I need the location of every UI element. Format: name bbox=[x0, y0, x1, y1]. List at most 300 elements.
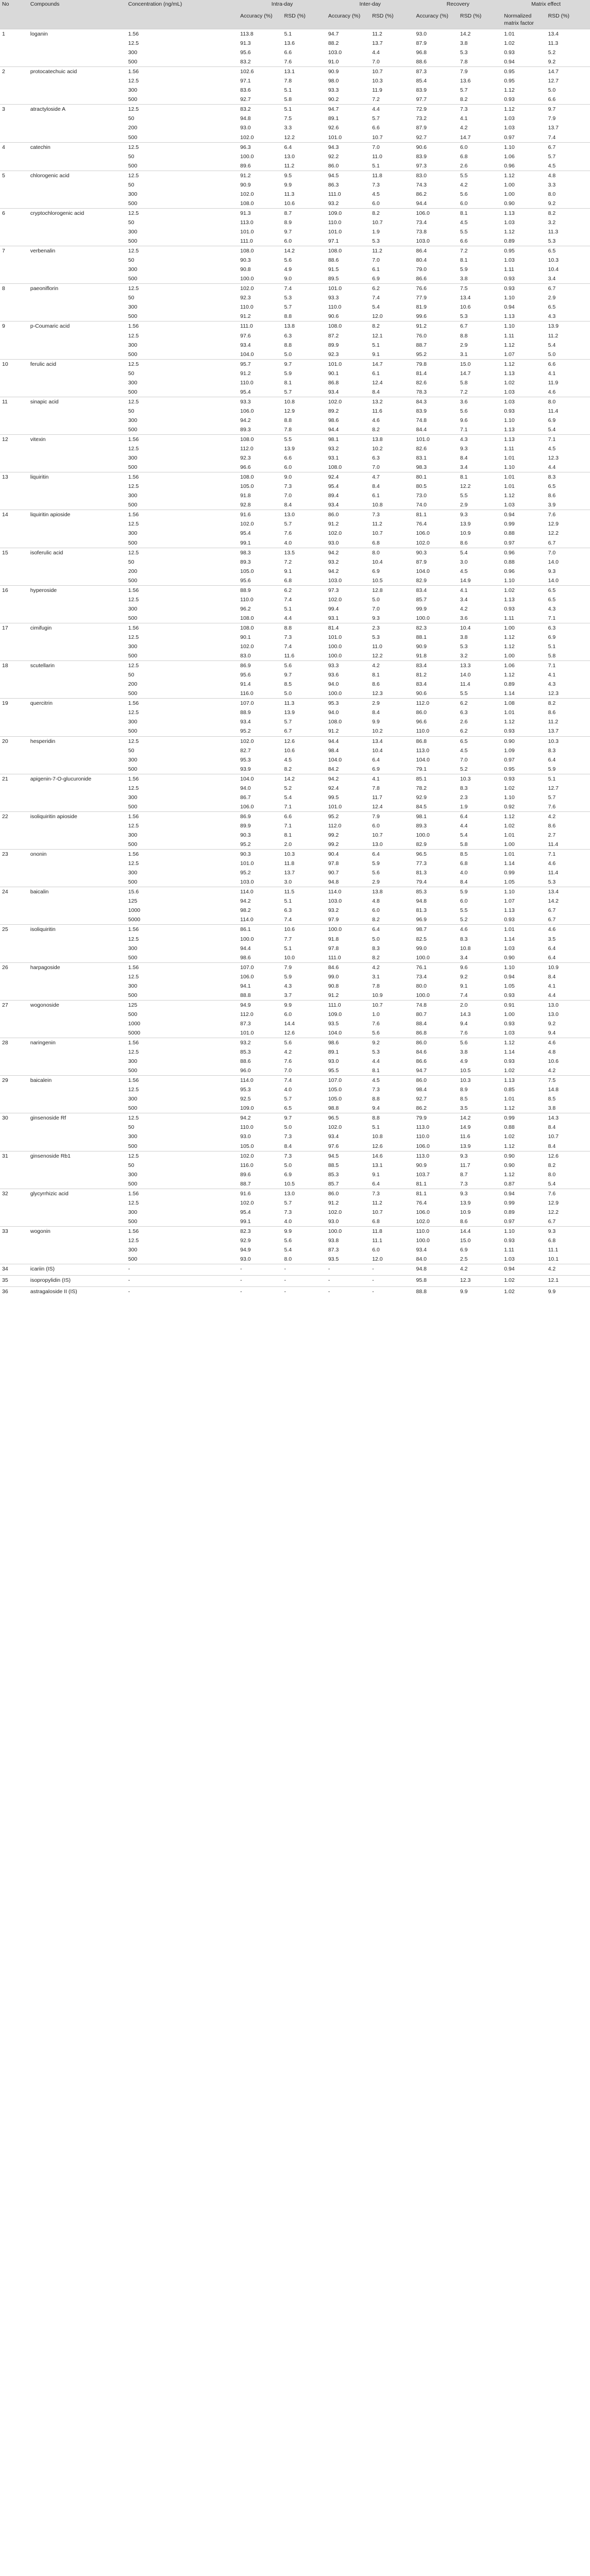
recovery-accuracy-cell: 76.0 bbox=[416, 332, 427, 339]
inter-rsd-cell: 9.4 bbox=[372, 1105, 380, 1112]
inter-rsd-cell: 9.1 bbox=[372, 1171, 380, 1178]
inter-rsd-cell: 13.7 bbox=[372, 40, 383, 47]
inter-accuracy-cell: 97.9 bbox=[328, 917, 339, 923]
inter-accuracy-cell: 99.5 bbox=[328, 794, 339, 801]
recovery-rsd-cell: 8.3 bbox=[460, 785, 468, 791]
intra-accuracy-cell: 112.0 bbox=[240, 1011, 254, 1018]
matrix-factor-cell: 0.94 bbox=[504, 59, 515, 65]
intra-rsd-cell: 10.3 bbox=[282, 850, 326, 859]
inter-rsd-cell: 6.2 bbox=[370, 284, 414, 294]
intra-rsd-cell: 4.5 bbox=[284, 756, 292, 763]
concentration-cell: 300 bbox=[128, 304, 138, 311]
recovery-accuracy-cell: 97.3 bbox=[416, 162, 427, 169]
matrix-rsd-cell: 6.8 bbox=[548, 1238, 556, 1244]
recovery-accuracy-cell: 80.7 bbox=[416, 1011, 427, 1018]
recovery-rsd-cell: 13.4 bbox=[460, 295, 471, 301]
intra-accuracy-cell: 106.0 bbox=[240, 803, 254, 810]
intra-accuracy-cell: 102.0 bbox=[240, 191, 254, 197]
inter-rsd-cell: 13.8 bbox=[370, 887, 414, 897]
compound-name: sinapic acid bbox=[28, 397, 126, 434]
intra-accuracy-cell: 93.3 bbox=[238, 397, 282, 406]
recovery-rsd-cell: 7.1 bbox=[460, 426, 468, 433]
intra-rsd-cell: 11.8 bbox=[284, 860, 295, 867]
inter-rsd-cell: 6.8 bbox=[372, 1218, 380, 1225]
intra-accuracy-cell: 113.8 bbox=[238, 29, 282, 39]
matrix-factor-cell: 1.00 bbox=[504, 1011, 515, 1018]
inter-accuracy-cell: 99.4 bbox=[328, 605, 339, 612]
compound-number: 31 bbox=[0, 1151, 28, 1189]
recovery-rsd-cell: 2.5 bbox=[460, 1256, 468, 1263]
inter-accuracy-cell: 94.4 bbox=[328, 426, 339, 433]
recovery-accuracy-cell: 102.0 bbox=[416, 1218, 430, 1225]
inter-rsd-cell: - bbox=[370, 1276, 414, 1287]
matrix-factor-cell: 1.03 bbox=[504, 115, 515, 122]
inter-rsd-cell: 10.4 bbox=[372, 558, 383, 565]
intra-rsd-cell: 9.9 bbox=[282, 1000, 326, 1010]
inter-rsd-cell: - bbox=[370, 1264, 414, 1276]
intra-rsd-cell: 9.7 bbox=[284, 228, 292, 235]
concentration-cell: 500 bbox=[128, 388, 138, 395]
intra-accuracy-cell: 96.3 bbox=[238, 142, 282, 152]
compound-name: liquiritin apioside bbox=[28, 510, 126, 548]
recovery-rsd-cell: 9.3 bbox=[460, 446, 468, 452]
intra-accuracy-cell: 83.2 bbox=[238, 105, 282, 114]
intra-accuracy-cell: 93.4 bbox=[240, 719, 251, 725]
intra-rsd-cell: 7.5 bbox=[284, 115, 292, 122]
matrix-rsd-cell: 6.5 bbox=[548, 596, 556, 603]
matrix-factor-cell: 1.12 bbox=[504, 228, 515, 235]
intra-accuracy-cell: 91.6 bbox=[238, 510, 282, 520]
intra-accuracy-cell: 92.3 bbox=[240, 455, 251, 462]
intra-rsd-cell: 5.3 bbox=[284, 295, 292, 301]
concentration-cell: 300 bbox=[128, 719, 138, 725]
intra-accuracy-cell: 94.9 bbox=[238, 1000, 282, 1010]
inter-rsd-cell: 14.7 bbox=[370, 359, 414, 369]
intra-accuracy-cell: 90.1 bbox=[240, 634, 251, 640]
inter-accuracy-cell: 102.0 bbox=[328, 530, 342, 537]
recovery-accuracy-cell: 106.0 bbox=[416, 1143, 430, 1149]
concentration-cell: 500 bbox=[128, 766, 138, 772]
intra-accuracy-cell: 93.9 bbox=[240, 766, 251, 772]
compound-name: isoferulic acid bbox=[28, 548, 126, 585]
recovery-rsd-cell: 4.2 bbox=[460, 125, 468, 131]
recovery-accuracy-cell: 83.9 bbox=[416, 87, 427, 94]
compound-number: 23 bbox=[0, 850, 28, 887]
inter-rsd-cell: 11.7 bbox=[372, 794, 382, 801]
inter-rsd-cell: 7.3 bbox=[372, 181, 380, 188]
matrix-rsd-cell: 11.3 bbox=[548, 228, 559, 235]
concentration-cell: 300 bbox=[128, 49, 138, 56]
matrix-factor-cell: 1.05 bbox=[504, 879, 515, 886]
matrix-factor-cell: 0.97 bbox=[504, 134, 515, 141]
compound-name: harpagoside bbox=[28, 962, 126, 1000]
matrix-rsd-cell: 9.2 bbox=[548, 1020, 556, 1027]
matrix-rsd-cell: 8.6 bbox=[548, 709, 556, 716]
recovery-accuracy-cell: 113.0 bbox=[416, 747, 430, 754]
concentration-cell: 12.5 bbox=[128, 860, 139, 867]
intra-rsd-cell: 12.6 bbox=[282, 736, 326, 746]
concentration-cell: 12.5 bbox=[128, 521, 139, 528]
intra-accuracy-cell: 102.0 bbox=[240, 521, 254, 528]
recovery-accuracy-cell: 100.0 bbox=[416, 992, 430, 998]
recovery-rsd-cell: 8.1 bbox=[458, 472, 502, 482]
inter-accuracy-cell: 111.0 bbox=[326, 1000, 370, 1010]
matrix-factor-cell: 1.03 bbox=[504, 257, 515, 264]
recovery-rsd-cell: 7.5 bbox=[458, 284, 502, 294]
matrix-rsd-cell: 12.3 bbox=[548, 455, 559, 462]
matrix-factor-cell: 0.94 bbox=[502, 510, 546, 520]
inter-rsd-cell: 10.5 bbox=[372, 577, 383, 584]
inter-accuracy-cell: 91.5 bbox=[328, 266, 339, 273]
inter-rsd-cell: 9.2 bbox=[370, 1038, 414, 1048]
intra-rsd-cell: 7.4 bbox=[284, 643, 292, 650]
intra-rsd-cell: 10.6 bbox=[284, 200, 295, 207]
recovery-rsd-cell: 4.2 bbox=[460, 605, 468, 612]
inter-accuracy-cell: 100.0 bbox=[328, 653, 342, 659]
matrix-rsd-cell: 5.4 bbox=[548, 1180, 556, 1187]
inter-rsd-cell: 13.8 bbox=[370, 435, 414, 445]
inter-rsd-cell: 6.9 bbox=[372, 276, 380, 282]
recovery-rsd-cell: 5.5 bbox=[460, 228, 468, 235]
inter-accuracy-cell: 94.0 bbox=[328, 681, 339, 688]
inter-accuracy-cell: 87.2 bbox=[328, 332, 339, 339]
matrix-factor-cell: 1.07 bbox=[504, 898, 515, 905]
concentration-cell: 50 bbox=[128, 1124, 134, 1131]
inter-accuracy-cell: 81.4 bbox=[326, 623, 370, 633]
concentration-cell: 500 bbox=[128, 615, 138, 621]
matrix-rsd-cell: 6.7 bbox=[548, 1218, 556, 1225]
inter-rsd-cell: 7.9 bbox=[370, 811, 414, 821]
intra-rsd-cell: 11.6 bbox=[284, 653, 295, 659]
matrix-factor-cell: 1.12 bbox=[502, 171, 546, 180]
intra-rsd-cell: 8.2 bbox=[284, 766, 292, 772]
intra-rsd-cell: 9.5 bbox=[282, 171, 326, 180]
matrix-factor-cell: 0.90 bbox=[502, 736, 546, 746]
intra-rsd-cell: - bbox=[282, 1276, 326, 1287]
matrix-rsd-cell: 11.2 bbox=[548, 719, 559, 725]
intra-rsd-cell: 7.7 bbox=[284, 936, 292, 942]
intra-accuracy-cell: 95.7 bbox=[238, 359, 282, 369]
recovery-accuracy-cell: 94.7 bbox=[416, 1067, 427, 1074]
recovery-rsd-cell: 3.4 bbox=[460, 464, 468, 471]
matrix-rsd-cell: 8.4 bbox=[548, 1143, 556, 1149]
intra-rsd-cell: 11.5 bbox=[282, 887, 326, 897]
recovery-rsd-cell: 13.6 bbox=[460, 78, 471, 84]
recovery-accuracy-cell: 94.8 bbox=[414, 1264, 458, 1276]
inter-accuracy-cell: 101.0 bbox=[326, 284, 370, 294]
inter-accuracy-cell: 94.5 bbox=[326, 171, 370, 180]
intra-accuracy-cell: 107.0 bbox=[238, 699, 282, 708]
inter-rsd-cell: 6.1 bbox=[372, 370, 380, 377]
matrix-factor-cell: 1.13 bbox=[504, 596, 515, 603]
concentration-cell: 12.5 bbox=[128, 1199, 139, 1206]
inter-accuracy-cell: 89.1 bbox=[328, 1049, 339, 1056]
intra-rsd-cell: 12.6 bbox=[284, 1029, 295, 1036]
compound-number: 34 bbox=[0, 1264, 28, 1276]
concentration-cell: 500 bbox=[128, 1105, 138, 1112]
inter-accuracy-cell: 103.0 bbox=[328, 577, 342, 584]
recovery-rsd-cell: 10.3 bbox=[458, 1076, 502, 1086]
inter-accuracy-cell: 93.4 bbox=[328, 502, 339, 509]
inter-accuracy-cell: 90.4 bbox=[326, 850, 370, 859]
matrix-factor-cell: 1.01 bbox=[504, 709, 515, 716]
matrix-rsd-cell: 10.3 bbox=[546, 736, 590, 746]
concentration-cell: 300 bbox=[128, 342, 138, 348]
intra-accuracy-cell: - bbox=[238, 1287, 282, 1298]
intra-accuracy-cell: 98.3 bbox=[238, 548, 282, 557]
intra-accuracy-cell: 95.2 bbox=[240, 870, 251, 876]
intra-accuracy-cell: 89.6 bbox=[240, 1171, 251, 1178]
recovery-rsd-cell: 13.9 bbox=[460, 1143, 471, 1149]
matrix-rsd-cell: 7.6 bbox=[546, 510, 590, 520]
concentration-cell: 12.5 bbox=[128, 709, 139, 716]
inter-rsd-cell: 8.4 bbox=[372, 483, 380, 490]
matrix-rsd-cell: 5.3 bbox=[548, 238, 556, 245]
matrix-factor-cell: 1.02 bbox=[504, 1133, 515, 1140]
intra-accuracy-cell: 87.3 bbox=[240, 1020, 251, 1027]
inter-rsd-cell: 6.1 bbox=[372, 266, 380, 273]
compound-number: 15 bbox=[0, 548, 28, 585]
matrix-factor-cell: 1.03 bbox=[502, 397, 546, 406]
inter-accuracy-cell: 90.8 bbox=[328, 982, 339, 989]
recovery-rsd-cell: 5.4 bbox=[458, 548, 502, 557]
matrix-rsd-cell: 10.7 bbox=[548, 1133, 559, 1140]
table-row bbox=[0, 1276, 590, 1287]
concentration-cell: 50 bbox=[128, 370, 134, 377]
recovery-accuracy-cell: 96.8 bbox=[416, 49, 427, 56]
inter-rsd-cell: 14.6 bbox=[370, 1151, 414, 1161]
compound-name: naringenin bbox=[28, 1038, 126, 1076]
inter-accuracy-cell: 98.4 bbox=[328, 747, 339, 754]
intra-accuracy-cell: 108.0 bbox=[238, 472, 282, 482]
matrix-factor-cell: 1.13 bbox=[504, 370, 515, 377]
matrix-rsd-cell: 12.1 bbox=[546, 1276, 590, 1287]
matrix-factor-cell: 0.93 bbox=[504, 917, 515, 923]
inter-accuracy-cell: 91.2 bbox=[328, 521, 339, 528]
inter-accuracy-cell: 95.3 bbox=[326, 699, 370, 708]
concentration-cell: 12.5 bbox=[126, 736, 238, 746]
intra-rsd-cell: 7.6 bbox=[284, 59, 292, 65]
matrix-factor-cell: 1.06 bbox=[502, 661, 546, 671]
matrix-factor-cell: 0.93 bbox=[504, 728, 515, 735]
matrix-rsd-cell: 6.5 bbox=[548, 483, 556, 490]
matrix-factor-cell: 0.89 bbox=[504, 681, 515, 688]
recovery-rsd-cell: 7.9 bbox=[458, 67, 502, 77]
matrix-factor-cell: 1.11 bbox=[504, 266, 514, 273]
recovery-rsd-cell: 15.0 bbox=[460, 1238, 471, 1244]
intra-rsd-cell: 6.3 bbox=[284, 907, 292, 914]
concentration-cell: 500 bbox=[128, 577, 138, 584]
concentration-cell: 300 bbox=[128, 1247, 138, 1253]
compound-name: baicalein bbox=[28, 1076, 126, 1113]
inter-accuracy-cell: 94.7 bbox=[326, 29, 370, 39]
matrix-factor-cell: 1.01 bbox=[504, 455, 515, 462]
recovery-rsd-cell: 8.9 bbox=[460, 1087, 468, 1093]
inter-rsd-cell: 10.7 bbox=[370, 67, 414, 77]
matrix-rsd-cell: 3.4 bbox=[548, 276, 556, 282]
compound-name: ferulic acid bbox=[28, 359, 126, 397]
intra-accuracy-cell: 91.6 bbox=[238, 1189, 282, 1198]
intra-accuracy-cell: 116.0 bbox=[240, 690, 254, 697]
concentration-cell: 12.5 bbox=[128, 785, 139, 791]
matrix-rsd-cell: 13.7 bbox=[548, 728, 559, 735]
matrix-factor-cell: 0.93 bbox=[502, 284, 546, 294]
recovery-rsd-cell: 7.6 bbox=[460, 1029, 468, 1036]
concentration-cell: 1.56 bbox=[126, 435, 238, 445]
concentration-cell: 15.6 bbox=[126, 887, 238, 897]
recovery-rsd-cell: 5.5 bbox=[460, 907, 468, 914]
inter-rsd-cell: 7.3 bbox=[372, 1087, 380, 1093]
intra-rsd-cell: 5.7 bbox=[284, 388, 292, 395]
matrix-rsd-cell: 6.5 bbox=[546, 585, 590, 595]
concentration-cell: 500 bbox=[128, 728, 138, 735]
inter-accuracy-cell: 90.6 bbox=[328, 313, 339, 320]
recovery-rsd-cell: 3.6 bbox=[458, 397, 502, 406]
matrix-factor-cell: 1.03 bbox=[504, 1256, 515, 1263]
inter-accuracy-cell: 101.0 bbox=[328, 803, 342, 810]
concentration-cell: 12.5 bbox=[126, 105, 238, 114]
intra-rsd-cell: 8.8 bbox=[284, 417, 292, 423]
matrix-rsd-cell: 8.2 bbox=[546, 699, 590, 708]
recovery-accuracy-cell: 83.1 bbox=[416, 455, 427, 462]
concentration-cell: 300 bbox=[128, 794, 138, 801]
intra-accuracy-cell: 96.2 bbox=[240, 605, 251, 612]
header-normalized-matrix-factor: Normalized matrix factor bbox=[502, 11, 546, 29]
intra-rsd-cell: 4.3 bbox=[284, 982, 292, 989]
recovery-rsd-cell: 9.3 bbox=[458, 1151, 502, 1161]
recovery-accuracy-cell: 106.0 bbox=[414, 208, 458, 218]
inter-accuracy-cell: 93.3 bbox=[328, 87, 339, 94]
recovery-accuracy-cell: 110.0 bbox=[414, 1226, 458, 1236]
intra-rsd-cell: 4.9 bbox=[284, 266, 292, 273]
recovery-accuracy-cell: 85.7 bbox=[416, 596, 427, 603]
inter-rsd-cell: 6.8 bbox=[372, 539, 380, 546]
matrix-rsd-cell: 5.9 bbox=[548, 766, 556, 772]
inter-accuracy-cell: 98.6 bbox=[326, 1038, 370, 1048]
concentration-cell: 1000 bbox=[128, 907, 141, 914]
intra-accuracy-cell: 83.6 bbox=[240, 87, 251, 94]
matrix-factor-cell: 1.02 bbox=[504, 379, 515, 386]
recovery-rsd-cell: 3.2 bbox=[460, 653, 468, 659]
matrix-factor-cell: 1.13 bbox=[504, 907, 515, 914]
recovery-accuracy-cell: 91.2 bbox=[414, 321, 458, 331]
inter-rsd-cell: 9.3 bbox=[372, 615, 380, 621]
inter-accuracy-cell: 90.1 bbox=[328, 370, 339, 377]
matrix-rsd-cell: 4.1 bbox=[548, 672, 556, 679]
matrix-rsd-cell: 14.3 bbox=[546, 1113, 590, 1123]
concentration-cell: 300 bbox=[128, 455, 138, 462]
inter-rsd-cell: 1.9 bbox=[372, 228, 380, 235]
matrix-factor-cell: 1.12 bbox=[504, 1105, 515, 1112]
compound-name: wogonoside bbox=[28, 1000, 126, 1038]
recovery-rsd-cell: 5.3 bbox=[460, 49, 468, 56]
intra-rsd-cell: 4.4 bbox=[284, 615, 292, 621]
intra-accuracy-cell: 94.2 bbox=[240, 417, 251, 423]
compound-number: 32 bbox=[0, 1189, 28, 1226]
intra-accuracy-cell: 110.0 bbox=[240, 304, 254, 311]
intra-rsd-cell: 5.9 bbox=[284, 973, 292, 980]
matrix-factor-cell: 1.01 bbox=[502, 925, 546, 935]
recovery-accuracy-cell: 90.9 bbox=[416, 643, 427, 650]
intra-accuracy-cell: 93.2 bbox=[238, 1038, 282, 1048]
compound-number: 28 bbox=[0, 1038, 28, 1076]
inter-rsd-cell: 13.0 bbox=[372, 841, 383, 848]
concentration-cell: 1.56 bbox=[126, 472, 238, 482]
inter-rsd-cell: 4.5 bbox=[372, 191, 380, 197]
intra-rsd-cell: 5.0 bbox=[284, 1162, 292, 1168]
intra-rsd-cell: 5.1 bbox=[284, 945, 292, 952]
compound-number: 3 bbox=[0, 105, 28, 142]
recovery-accuracy-cell: 104.0 bbox=[416, 568, 430, 574]
recovery-accuracy-cell: 82.6 bbox=[416, 446, 427, 452]
recovery-accuracy-cell: 81.3 bbox=[416, 870, 427, 876]
concentration-cell: 12.5 bbox=[128, 40, 139, 47]
intra-accuracy-cell: 91.4 bbox=[240, 681, 251, 688]
recovery-rsd-cell: 14.4 bbox=[458, 1226, 502, 1236]
matrix-factor-cell: 0.95 bbox=[504, 78, 515, 84]
matrix-rsd-cell: 5.7 bbox=[548, 794, 556, 801]
table-row bbox=[0, 925, 590, 935]
recovery-accuracy-cell: 103.7 bbox=[416, 1171, 430, 1178]
matrix-factor-cell: 1.13 bbox=[502, 435, 546, 445]
intra-rsd-cell: 7.4 bbox=[282, 1076, 326, 1086]
intra-accuracy-cell: 102.0 bbox=[238, 284, 282, 294]
inter-rsd-cell: 13.2 bbox=[370, 397, 414, 406]
matrix-factor-cell: 1.12 bbox=[504, 1143, 515, 1149]
inter-accuracy-cell: 108.0 bbox=[326, 246, 370, 256]
matrix-rsd-cell: 6.7 bbox=[548, 917, 556, 923]
intra-rsd-cell: 7.6 bbox=[284, 1058, 292, 1065]
concentration-cell: 500 bbox=[128, 1256, 138, 1263]
recovery-accuracy-cell: 79.0 bbox=[416, 266, 427, 273]
intra-accuracy-cell: 83.0 bbox=[240, 653, 251, 659]
concentration-cell: 12.5 bbox=[128, 483, 139, 490]
recovery-accuracy-cell: 83.9 bbox=[416, 408, 427, 414]
intra-rsd-cell: 6.9 bbox=[284, 1171, 292, 1178]
intra-accuracy-cell: - bbox=[238, 1276, 282, 1287]
compound-number: 35 bbox=[0, 1276, 28, 1287]
inter-rsd-cell: 7.3 bbox=[370, 1189, 414, 1198]
recovery-rsd-cell: 7.3 bbox=[460, 1180, 468, 1187]
matrix-rsd-cell: 5.0 bbox=[548, 351, 556, 358]
recovery-accuracy-cell: 106.0 bbox=[416, 1209, 430, 1215]
intra-rsd-cell: 8.8 bbox=[284, 342, 292, 348]
inter-rsd-cell: 3.1 bbox=[372, 973, 380, 980]
inter-accuracy-cell: 97.6 bbox=[328, 1143, 339, 1149]
inter-rsd-cell: 8.6 bbox=[372, 681, 380, 688]
concentration-cell: 500 bbox=[128, 96, 138, 103]
matrix-rsd-cell: 14.8 bbox=[548, 1087, 559, 1093]
matrix-factor-cell: 0.94 bbox=[504, 973, 515, 980]
inter-rsd-cell: 7.0 bbox=[372, 464, 380, 471]
table-row bbox=[0, 887, 590, 897]
recovery-accuracy-cell: 103.0 bbox=[416, 238, 430, 245]
header-matrix-effect: Matrix effect bbox=[502, 0, 590, 11]
intra-accuracy-cell: 94.9 bbox=[240, 1247, 251, 1253]
intra-accuracy-cell: 89.3 bbox=[240, 558, 251, 565]
compound-number: 12 bbox=[0, 435, 28, 472]
matrix-factor-cell: 1.00 bbox=[502, 623, 546, 633]
matrix-factor-cell: 1.14 bbox=[504, 936, 515, 942]
inter-rsd-cell: 13.4 bbox=[370, 736, 414, 746]
concentration-cell: 300 bbox=[128, 379, 138, 386]
matrix-rsd-cell: 4.2 bbox=[548, 1067, 556, 1074]
recovery-accuracy-cell: 84.4 bbox=[416, 426, 427, 433]
concentration-cell: 12.5 bbox=[126, 284, 238, 294]
matrix-factor-cell: 1.10 bbox=[502, 321, 546, 331]
inter-accuracy-cell: 86.0 bbox=[326, 510, 370, 520]
matrix-rsd-cell: 4.5 bbox=[548, 446, 556, 452]
